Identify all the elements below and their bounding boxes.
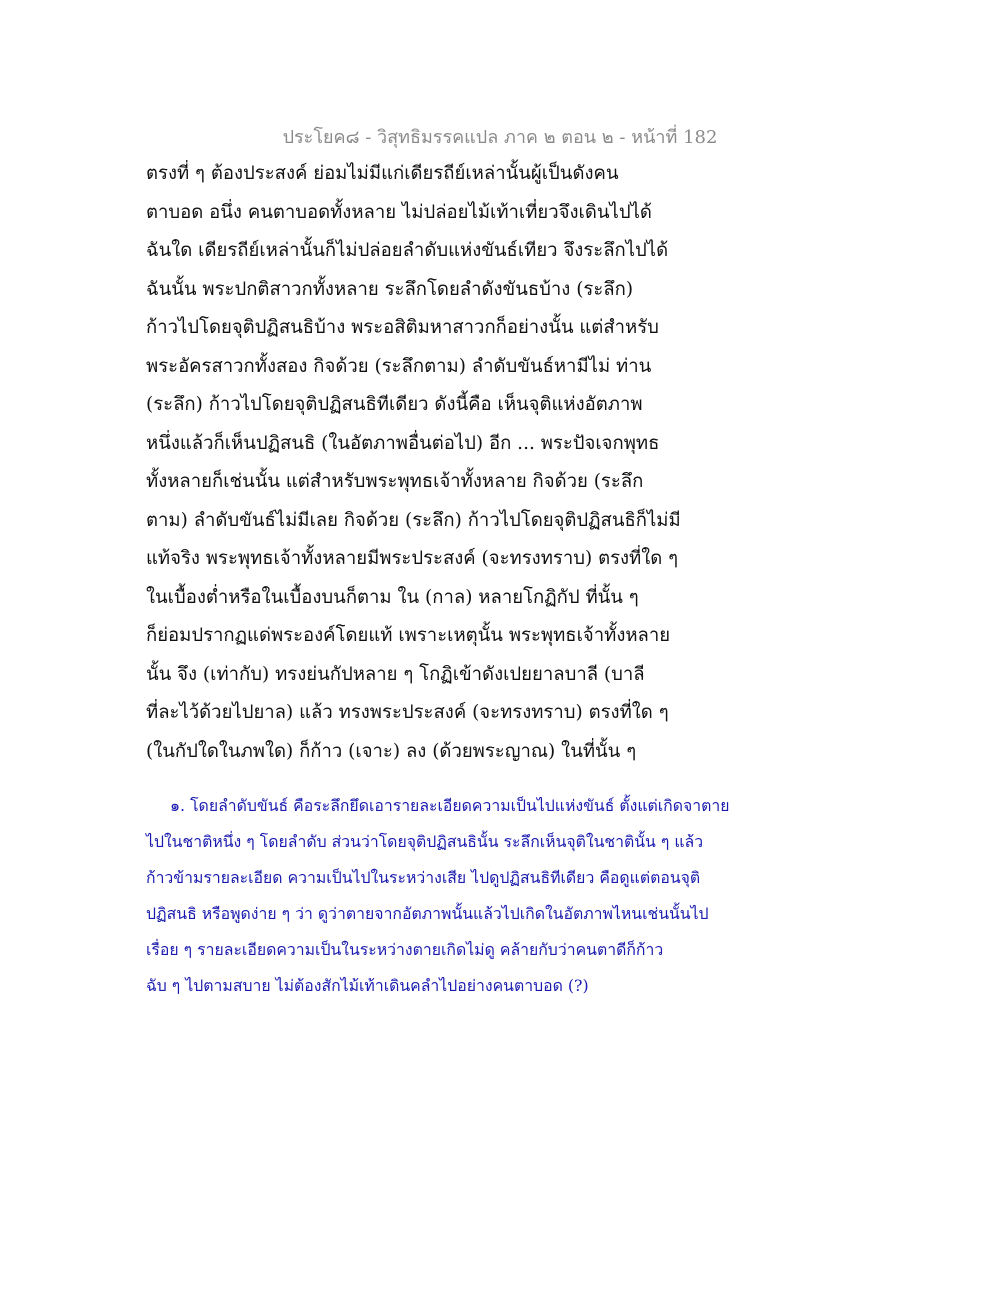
page-header: ประโยค๘ - วิสุทธิมรรคแปล ภาค ๒ ตอน ๒ - หน้าที่ 182 — [282, 127, 718, 148]
body-line: (ในกัปใดในภพใด) ก็ก้าว (เจาะ) ลง (ด้วยพระญาณ) ในที่นั้น ๆ — [146, 740, 637, 762]
body-line: ตาม) ลำดับขันธ์ไม่มีเลย กิจด้วย (ระลึก) ก้าวไปโดยจุติปฏิสนธิก็ไม่มี — [146, 509, 681, 531]
body-line: นั้น จึง (เท่ากับ) ทรงย่นกัปหลาย ๆ โกฏิเข้าดังเปยยาลบาลี (บาลี — [146, 663, 645, 685]
body-line: ตรงที่ ๆ ต้องประสงค์ ย่อมไม่มีแก่เดียรถีย์เหล่านั้นผู้เป็นดังคน — [146, 163, 619, 184]
body-line: ฉันนั้น พระปกติสาวกทั้งหลาย ระลึกโดยลำดังขันธบ้าง (ระลึก) — [146, 278, 634, 300]
body-line: ก้าวไปโดยจุติปฏิสนธิบ้าง พระอสิติมหาสาวกก็อย่างนั้น แต่สำหรับ — [146, 317, 659, 338]
footnote-line: ก้าวข้ามรายละเอียด ความเป็นไปในระหว่างเสีย ไปดูปฏิสนธิทีเดียว คือดูแต่ตอนจุติ — [146, 868, 701, 887]
body-line: ในเบื้องต่ำหรือในเบื้องบนก็ตาม ใน (กาล) หลายโกฏิกัป ที่นั้น ๆ — [146, 586, 639, 608]
body-line: หนึ่งแล้วก็เห็นปฏิสนธิ (ในอัตภาพอื่นต่อไป) อีก ... พระปัจเจกพุทธ — [146, 432, 660, 454]
body-line: ตาบอด อนึ่ง คนตาบอดทั้งหลาย ไม่ปล่อยไม้เท้าเที่ยวจึงเดินไปได้ — [146, 201, 652, 223]
body-line: (ระลึก) ก้าวไปโดยจุติปฏิสนธิทีเดียว ดังนี้คือ เห็นจุติแห่งอัตภาพ — [146, 394, 643, 415]
body-line: ที่ละไว้ด้วยไปยาล) แล้ว ทรงพระประสงค์ (จะทรงทราบ) ตรงที่ใด ๆ — [146, 702, 669, 723]
body-line: ทั้งหลายก็เช่นนั้น แต่สำหรับพระพุทธเจ้าทั้งหลาย กิจด้วย (ระลึก — [146, 471, 644, 492]
footnote-line: ๑. โดยลำดับขันธ์ คือระลึกยึดเอารายละเอียดความเป็นไปแห่งขันธ์ ตั้งแต่เกิดจาตาย — [170, 796, 730, 815]
body-line: ก็ย่อมปรากฏแด่พระองค์โดยแท้ เพราะเหตุนั้น พระพุทธเจ้าทั้งหลาย — [146, 625, 671, 646]
footnote-line: ฉับ ๆ ไปตามสบาย ไม่ต้องสักไม้เท้าเดินคลำไปอย่างคนตาบอด (?) — [146, 976, 589, 995]
footnote — [146, 793, 766, 1009]
body-line: แท้จริง พระพุทธเจ้าทั้งหลายมีพระประสงค์ (จะทรงทราบ) ตรงที่ใด ๆ — [146, 548, 679, 569]
footnote-line: เรื่อย ๆ รายละเอียดความเป็นในระหว่างตายเกิดไม่ดู คล้ายกับว่าคนตาดีก็ก้าว — [146, 940, 664, 959]
footnote-line: ไปในชาติหนึ่ง ๆ โดยลำดับ ส่วนว่าโดยจุติปฏิสนธินั้น ระลึกเห็นจุติในชาตินั้น ๆ แล้ว — [146, 832, 704, 851]
body-line: ฉันใด เดียรถีย์เหล่านั้นก็ไม่ปล่อยลำดับแห่งขันธ์เทียว จึงระลึกไปได้ — [146, 240, 669, 261]
body-text — [146, 160, 726, 776]
footnote-line: ปฏิสนธิ หรือพูดง่าย ๆ ว่า ดูว่าตายจากอัตภาพนั้นแล้วไปเกิดในอัตภาพไหนเช่นนั้นไป — [146, 904, 709, 923]
body-line: พระอัครสาวกทั้งสอง กิจด้วย (ระลึกตาม) ลำดับขันธ์หามีไม่ ท่าน — [146, 355, 652, 377]
